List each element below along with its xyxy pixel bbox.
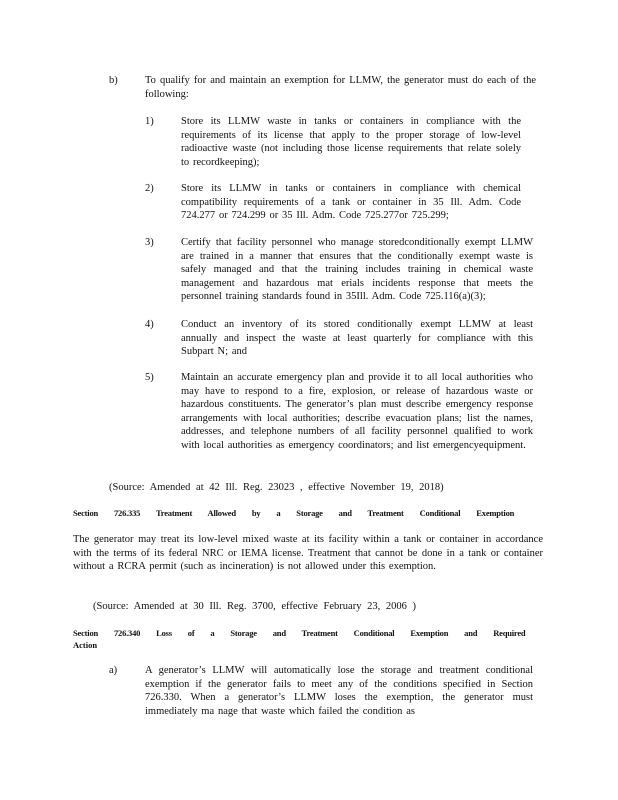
item-text-4: Conduct an inventory of its stored conditionally exempt LLMW at least annually and inspect the waste at least quarterly for compliance with this Subpart N; and xyxy=(181,319,533,358)
item-number-3: 3) xyxy=(145,237,154,248)
item-number-4: 4) xyxy=(145,319,154,330)
item-number-1: 1) xyxy=(145,116,154,127)
paragraph-label-b: b) xyxy=(109,75,118,86)
section-726-335-body: The generator may treat its low-level mixed waste at its facility within a tank or container in accordance with the terms of its federal NRC or IEMA license. Treatment that cannot be done in a tank or container without a RCRA permit (such as incineration) is not allowed under this exemption. xyxy=(73,534,543,573)
paragraph-a-text: A generator’s LLMW will automatically lose the storage and treatment conditional exemption if the generator fails to meet any of the conditions specified in Section 726.330. When a generator’s LLMW loses the exemption, the generator must immediately ma nage that waste which failed the condition as xyxy=(145,665,533,717)
item-number-2: 2) xyxy=(145,183,154,194)
paragraph-b-intro: To qualify for and maintain an exemption for LLMW, the generator must do each of the following: xyxy=(145,75,536,100)
item-text-3: Certify that facility personnel who manage storedconditionally exempt LLMW are trained in a manner that ensures that the conditionally exempt waste is safely managed and that the training includes training in chemical waste management and hazardous mat erials incidents response that meets the personnel training standards found in 35Ill. Adm. Code 725.116(a)(3); xyxy=(181,237,533,303)
source-note-2: (Source: Amended at 30 Ill. Reg. 3700, effective February 23, 2006 ) xyxy=(93,601,416,612)
item-text-5: Maintain an accurate emergency plan and provide it to all local authorities who may have to respond to a fire, explosion, or release of hazardous waste or hazardous constituents. The generator’s plan must describe emergency response arrangements with local authorities; describe evacuation plans; list the names, addresses, and telephone numbers of all facility personnel qualified to work with local authorities as emergency coordinators; and list emergencyequipment. xyxy=(181,372,533,451)
item-number-5: 5) xyxy=(145,372,154,383)
section-heading-726-335: Section 726.335 Treatment Allowed by a Storage and Treatment Conditional Exemption xyxy=(73,508,515,518)
item-text-1: Store its LLMW waste in tanks or containers in compliance with the requirements of its license that apply to the proper storage of low-level radioactive waste (not including those license requirements that relate solely to recordkeeping); xyxy=(181,116,521,168)
section-heading-726-340: Section 726.340 Loss of a Storage and Treatment Conditional Exemption and Required xyxy=(73,628,526,638)
source-note-1: (Source: Amended at 42 Ill. Reg. 23023 , effective November 19, 2018) xyxy=(109,482,444,493)
paragraph-label-a: a) xyxy=(109,665,118,676)
item-text-2: Store its LLMW in tanks or containers in compliance with chemical compatibility requirements of a tank or container in 35 Ill. Adm. Code 724.277 or 724.299 or 35 Ill. Adm. Code 725.277or 725.299; xyxy=(181,183,521,222)
section-heading-726-340-continued: Action xyxy=(73,640,98,650)
